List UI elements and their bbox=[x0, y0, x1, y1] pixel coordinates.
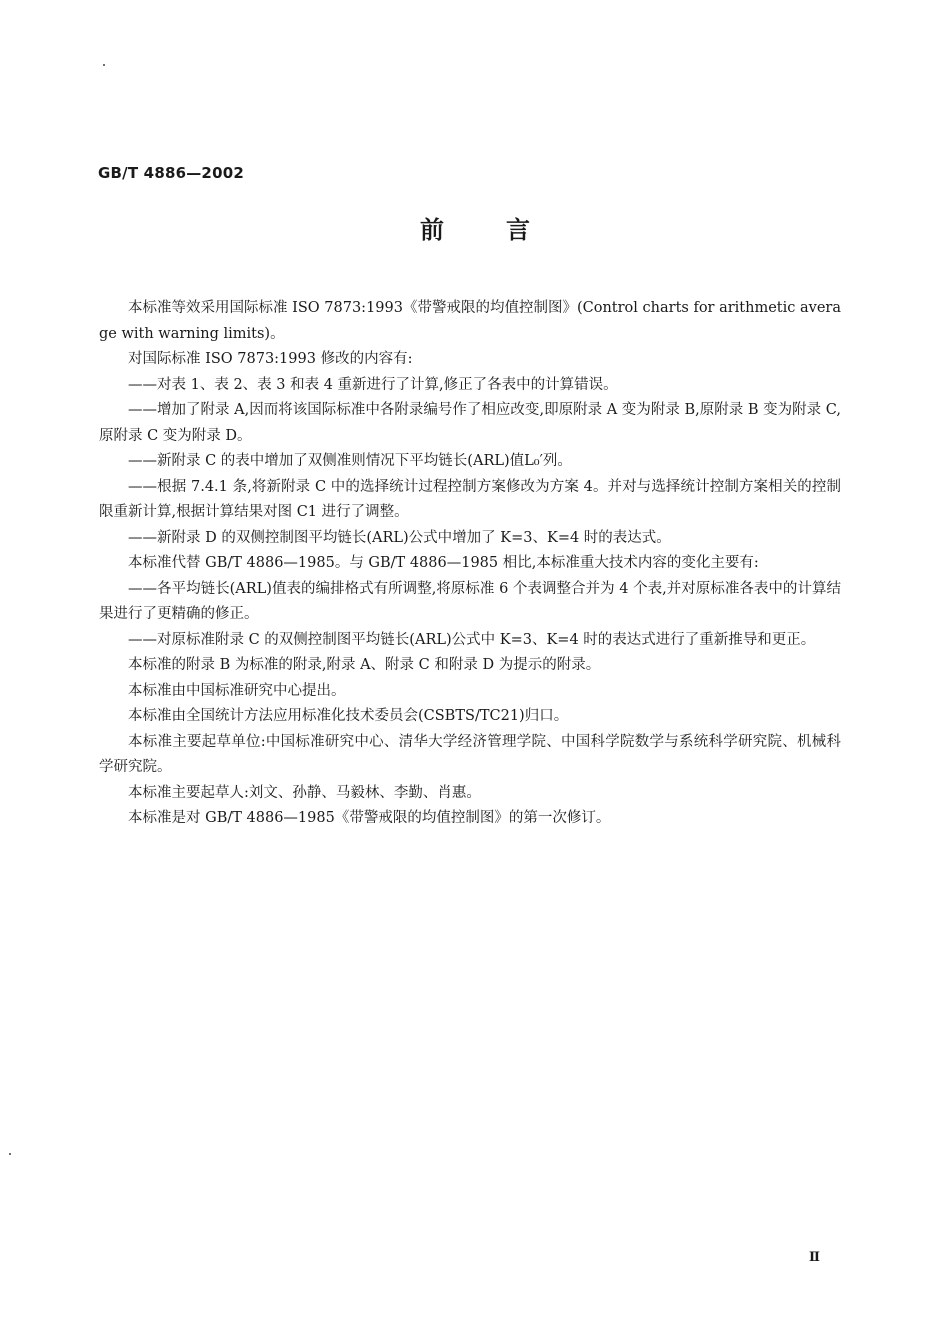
paragraph-modifications-intro: 对国际标准 ISO 7873:1993 修改的内容有: bbox=[128, 351, 413, 367]
paragraph-adoption: 本标准等效采用国际标准 ISO 7873:1993《带警戒限的均值控制图》(Control charts for arithmetic average with warning limits)。 bbox=[99, 300, 841, 342]
paragraph-change-formula: ——对原标准附录 C 的双侧控制图平均链长(ARL)公式中 K=3、K=4 时的表达式进行了重新推导和更正。 bbox=[128, 631, 816, 648]
page-number: Ⅱ bbox=[809, 1250, 820, 1265]
paragraph-proposer: 本标准由中国标准研究中心提出。 bbox=[128, 682, 346, 699]
paragraph-revision: 本标准是对 GB/T 4886—1985《带警戒限的均值控制图》的第一次修订。 bbox=[128, 810, 611, 826]
scan-speck bbox=[103, 64, 105, 66]
paragraph-modification-scheme: ——根据 7.4.1 条,将新附录 C 中的选择统计过程控制方案修改为方案 4。并对与选择统计控制方案相关的控制限重新计算,根据计算结果对图 C1 进行了调整。 bbox=[99, 478, 841, 520]
standard-number: GB/T 4886—2002 bbox=[98, 164, 244, 182]
paragraph-modification-tables: ——对表 1、表 2、表 3 和表 4 重新进行了计算,修正了各表中的计算错误。 bbox=[128, 376, 618, 393]
paragraph-change-tables: ——各平均链长(ARL)值表的编排格式有所调整,将原标准 6 个表调整合并为 4 个表,并对原标准各表中的计算结果进行了更精确的修正。 bbox=[99, 580, 841, 622]
paragraph-modification-appendix: ——增加了附录 A,因而将该国际标准中各附录编号作了相应改变,即原附录 A 变为附录 B,原附录 B 变为附录 C,原附录 C 变为附录 D。 bbox=[99, 402, 841, 444]
paragraph-modification-arl-column: ——新附录 C 的表中增加了双侧准则情况下平均链长(ARL)值L₀′列。 bbox=[128, 453, 572, 469]
paragraph-replacement: 本标准代替 GB/T 4886—1985。与 GB/T 4886—1985 相比,本标准重大技术内容的变化主要有: bbox=[128, 555, 759, 571]
paragraph-committee: 本标准由全国统计方法应用标准化技术委员会(CSBTS/TC21)归口。 bbox=[128, 708, 569, 724]
document-body bbox=[99, 296, 841, 832]
page-title: 前言 bbox=[420, 216, 592, 244]
paragraph-appendix-types: 本标准的附录 B 为标准的附录,附录 A、附录 C 和附录 D 为提示的附录。 bbox=[128, 657, 601, 673]
paragraph-drafting-units: 本标准主要起草单位:中国标准研究中心、清华大学经济管理学院、中国科学院数学与系统科学研究院、机械科学研究院。 bbox=[99, 733, 841, 775]
paragraph-drafters: 本标准主要起草人:刘文、孙静、马毅林、李勤、肖惠。 bbox=[128, 784, 481, 801]
scan-speck bbox=[9, 1153, 11, 1155]
paragraph-modification-formula: ——新附录 D 的双侧控制图平均链长(ARL)公式中增加了 K=3、K=4 时的表达式。 bbox=[128, 529, 671, 546]
